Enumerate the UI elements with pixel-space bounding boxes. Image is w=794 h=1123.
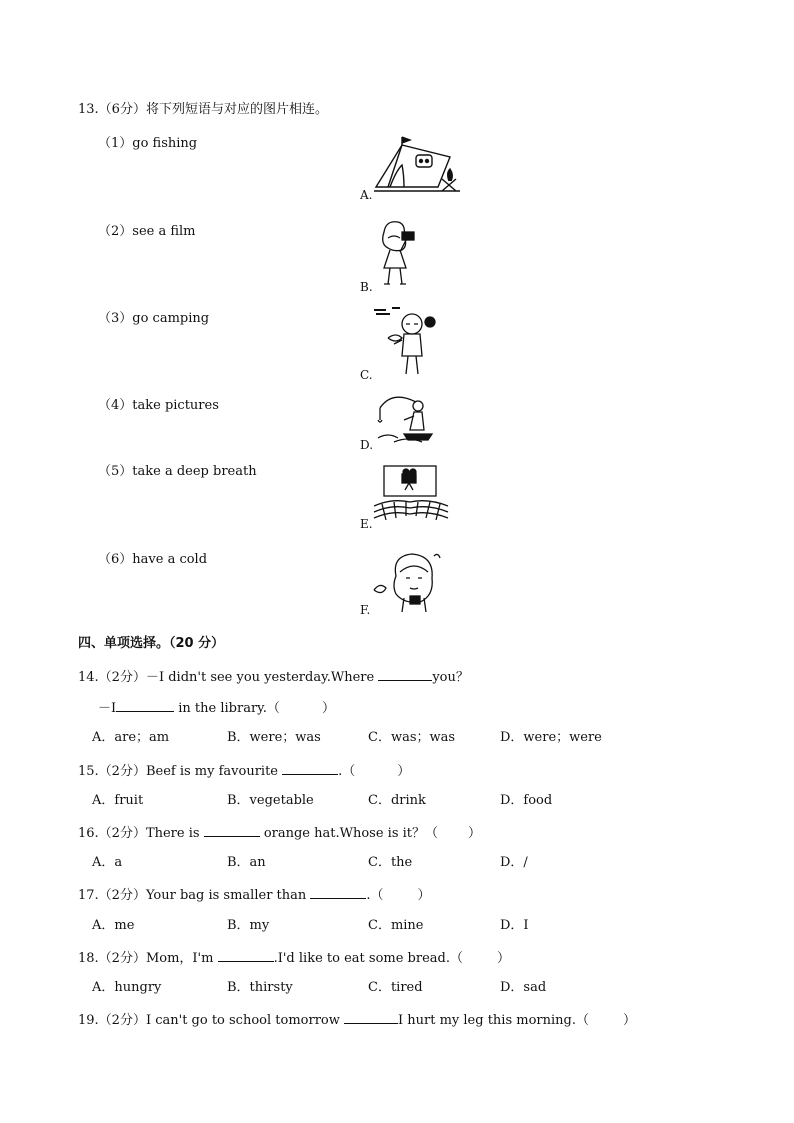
question-17-stem: 17.（2分）Your bag is smaller than .（ ） — [78, 888, 431, 903]
answer-blank[interactable] — [218, 949, 274, 962]
phrase-1: （1）go fishing — [98, 136, 198, 151]
answer-blank[interactable] — [204, 824, 260, 837]
phrase-3: （3）go camping — [98, 311, 210, 326]
option-b[interactable]: B．thirsty — [227, 980, 293, 995]
question-14-stem: 14.（2分）－I didn't see you yesterday.Where you？ — [78, 670, 469, 685]
option-a[interactable]: A．a — [92, 855, 123, 870]
answer-blank[interactable] — [116, 699, 174, 712]
option-c[interactable]: C．the — [368, 855, 413, 870]
option-b[interactable]: B．vegetable — [227, 793, 314, 808]
option-b[interactable]: B．my — [227, 918, 270, 933]
question-14-line2: －I in the library.（ ） — [98, 701, 335, 716]
picture-label-b: B. — [360, 280, 373, 294]
picture-label-c: C. — [360, 368, 373, 382]
question-16-stem: 16.（2分）There is orange hat.Whose is it？（ ） — [78, 826, 482, 841]
option-c[interactable]: C．was；was — [368, 730, 456, 745]
question-13-title: 13.（6分）将下列短语与对应的图片相连。 — [78, 102, 328, 117]
phrase-6: （6）have a cold — [98, 552, 208, 567]
option-a[interactable]: A．fruit — [92, 793, 144, 808]
answer-blank[interactable] — [344, 1011, 398, 1024]
boy-breathing-icon — [372, 304, 442, 378]
answer-blank[interactable] — [310, 886, 366, 899]
option-d[interactable]: D．food — [500, 793, 553, 808]
girl-taking-photo-icon — [374, 218, 422, 290]
section-4-title: 四、单项选择。（20 分） — [78, 636, 225, 651]
option-c[interactable]: C．mine — [368, 918, 424, 933]
question-18-stem: 18.（2分）Mom，I'm .I'd like to eat some bread.（ ） — [78, 951, 510, 966]
girl-sneezing-icon — [372, 550, 444, 614]
cinema-screen-icon — [372, 462, 450, 524]
option-d[interactable]: D．sad — [500, 980, 547, 995]
option-b[interactable]: B．were；was — [227, 730, 321, 745]
option-d[interactable]: D．/ — [500, 855, 528, 870]
question-19-stem: 19.（2分）I can't go to school tomorrow I hurt my leg this morning.（ ） — [78, 1013, 636, 1028]
picture-label-e: E. — [360, 517, 373, 531]
option-c[interactable]: C．drink — [368, 793, 426, 808]
picture-label-d: D. — [360, 438, 374, 452]
phrase-2: （2）see a film — [98, 224, 196, 239]
answer-blank[interactable] — [378, 668, 432, 681]
phrase-5: （5）take a deep breath — [98, 464, 257, 479]
picture-label-f: F. — [360, 603, 371, 617]
option-d[interactable]: D．I — [500, 918, 529, 933]
answer-blank[interactable] — [282, 762, 338, 775]
option-b[interactable]: B．an — [227, 855, 266, 870]
option-c[interactable]: C．tired — [368, 980, 423, 995]
phrase-4: （4）take pictures — [98, 398, 219, 413]
man-fishing-icon — [374, 390, 438, 446]
option-d[interactable]: D．were；were — [500, 730, 602, 745]
option-a[interactable]: A．hungry — [92, 980, 162, 995]
option-a[interactable]: A．me — [92, 918, 135, 933]
question-15-stem: 15.（2分）Beef is my favourite .（ ） — [78, 764, 411, 779]
tent-camping-icon — [372, 135, 464, 197]
option-a[interactable]: A．are；am — [92, 730, 170, 745]
picture-label-a: A. — [360, 188, 373, 202]
